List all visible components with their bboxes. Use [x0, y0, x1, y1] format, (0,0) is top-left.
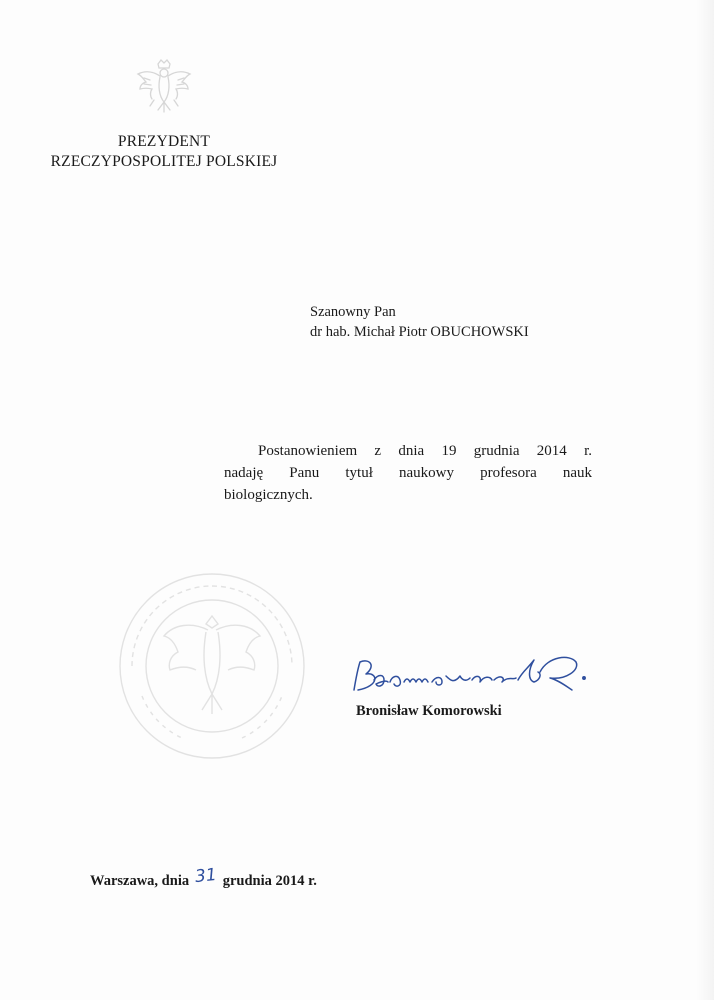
presidential-seal-icon — [112, 566, 312, 766]
handwritten-day: 31 — [194, 864, 218, 888]
letterhead-title: PREZYDENT — [117, 133, 211, 150]
place-date-prefix: Warszawa, dnia — [90, 873, 190, 889]
body-line: biologicznych. — [224, 487, 313, 503]
eagle-emblem-icon — [132, 56, 196, 120]
body-line: nadaję Panu tytuł naukowy profesora nauk — [224, 465, 592, 481]
signer-name: Bronisław Komorowski — [356, 703, 502, 719]
addressee-salutation: Szanowny Pan — [310, 304, 396, 320]
letterhead-subtitle: RZECZYPOSPOLITEJ POLSKIEJ — [50, 153, 278, 170]
body-line: Postanowieniem z dnia 19 grudnia 2014 r. — [258, 443, 592, 459]
place-date-suffix: grudnia 2014 r. — [222, 873, 317, 889]
addressee-block — [310, 302, 529, 342]
letterhead — [34, 132, 294, 172]
page-edge-shadow — [696, 0, 714, 1000]
place-date — [90, 864, 317, 890]
letter-body — [224, 440, 592, 506]
addressee-name: dr hab. Michał Piotr OBUCHOWSKI — [310, 324, 529, 340]
signature-icon — [344, 646, 594, 702]
